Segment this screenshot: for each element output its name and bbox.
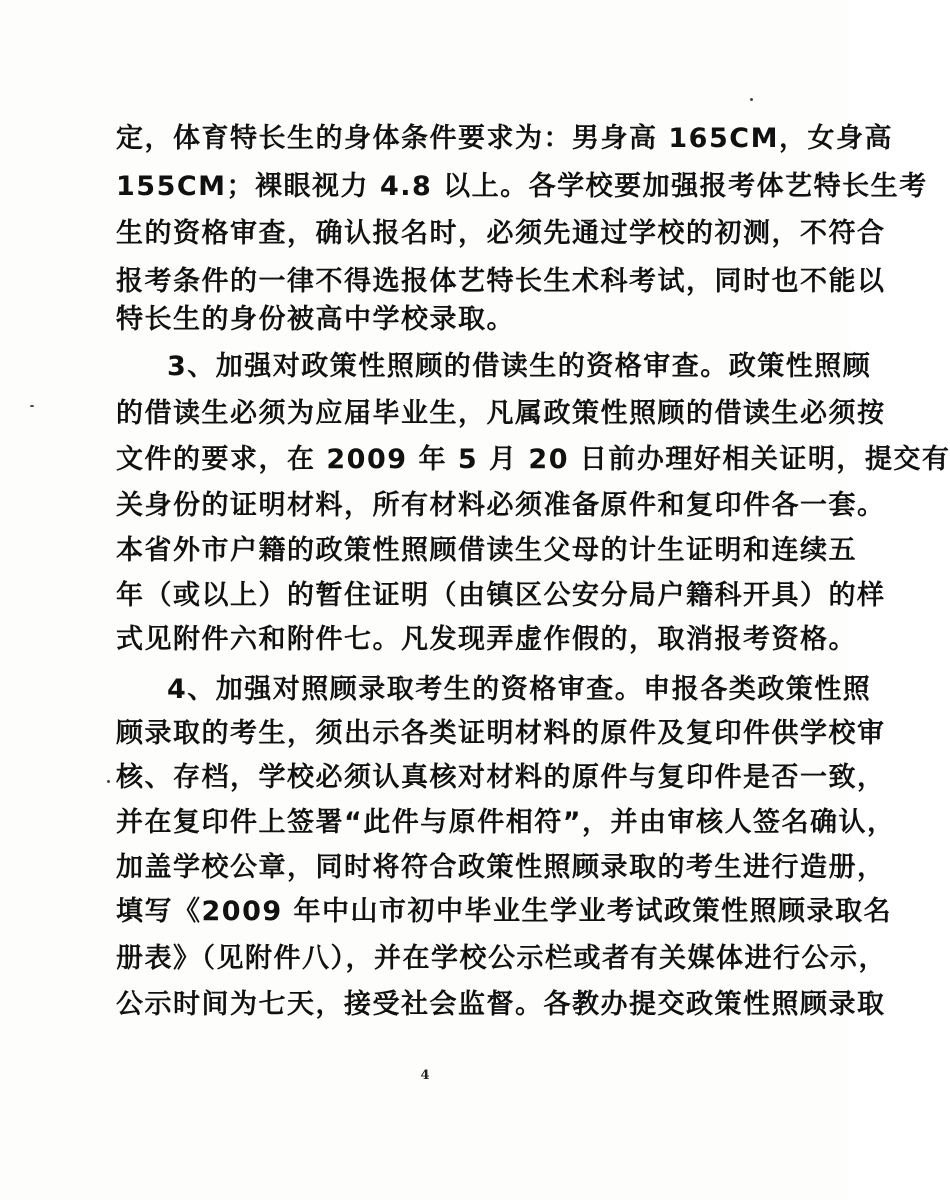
text-line: 本省外市户籍的政策性照顾借读生父母的计生证明和连续五 xyxy=(116,535,857,566)
text-line: 155CM；裸眼视力 4.8 以上。各学校要加强报考体艺特长生考 xyxy=(116,171,928,202)
scan-speck xyxy=(750,98,753,101)
scan-speck xyxy=(107,780,110,783)
text-line: 式见附件六和附件七。凡发现弄虚作假的，取消报考资格。 xyxy=(116,624,857,655)
text-line: 加盖学校公章，同时将符合政策性照顾录取的考生进行造册， xyxy=(116,852,886,883)
paragraph-4-first-line: 4、加强对照顾录取考生的资格审查。申报各类政策性照 xyxy=(167,674,872,705)
paragraph-3-first-line: 3、加强对政策性照顾的借读生的资格审查。政策性照顾 xyxy=(167,351,872,382)
text-line: 定，体育特长生的身体条件要求为：男身高 165CM，女身高 xyxy=(116,123,893,154)
scan-speck xyxy=(30,405,34,407)
text-line: 顾录取的考生，须出示各类证明材料的原件及复印件供学校审 xyxy=(116,718,886,749)
text-line: 生的资格审查，确认报名时，必须先通过学校的初测，不符合 xyxy=(116,218,886,249)
text-line: 报考条件的一律不得选报体艺特长生术科考试，同时也不能以 xyxy=(116,266,886,297)
text-line: 填写《2009 年中山市初中毕业生学业考试政策性照顾录取名 xyxy=(116,896,893,927)
text-line: 文件的要求，在 2009 年 5 月 20 日前办理好相关证明，提交有 xyxy=(116,444,950,475)
text-line: 核、存档，学校必须认真核对材料的原件与复印件是否一致， xyxy=(116,762,886,793)
text-line: 关身份的证明材料，所有材料必须准备原件和复印件各一套。 xyxy=(116,490,886,521)
text-line: 的借读生必须为应届毕业生，凡属政策性照顾的借读生必须按 xyxy=(116,398,886,429)
text-line: 年（或以上）的暂住证明（由镇区公安分局户籍科开具）的样 xyxy=(116,580,886,611)
text-line: 并在复印件上签署“此件与原件相符”，并由审核人签名确认， xyxy=(116,807,896,838)
text-line: 公示时间为七天，接受社会监督。各教办提交政策性照顾录取 xyxy=(116,989,886,1020)
text-line: 特长生的身份被高中学校录取。 xyxy=(116,304,515,335)
page-number: 4 xyxy=(420,1068,430,1083)
text-line: 册表》（见附件八），并在学校公示栏或者有关媒体进行公示， xyxy=(116,943,887,974)
